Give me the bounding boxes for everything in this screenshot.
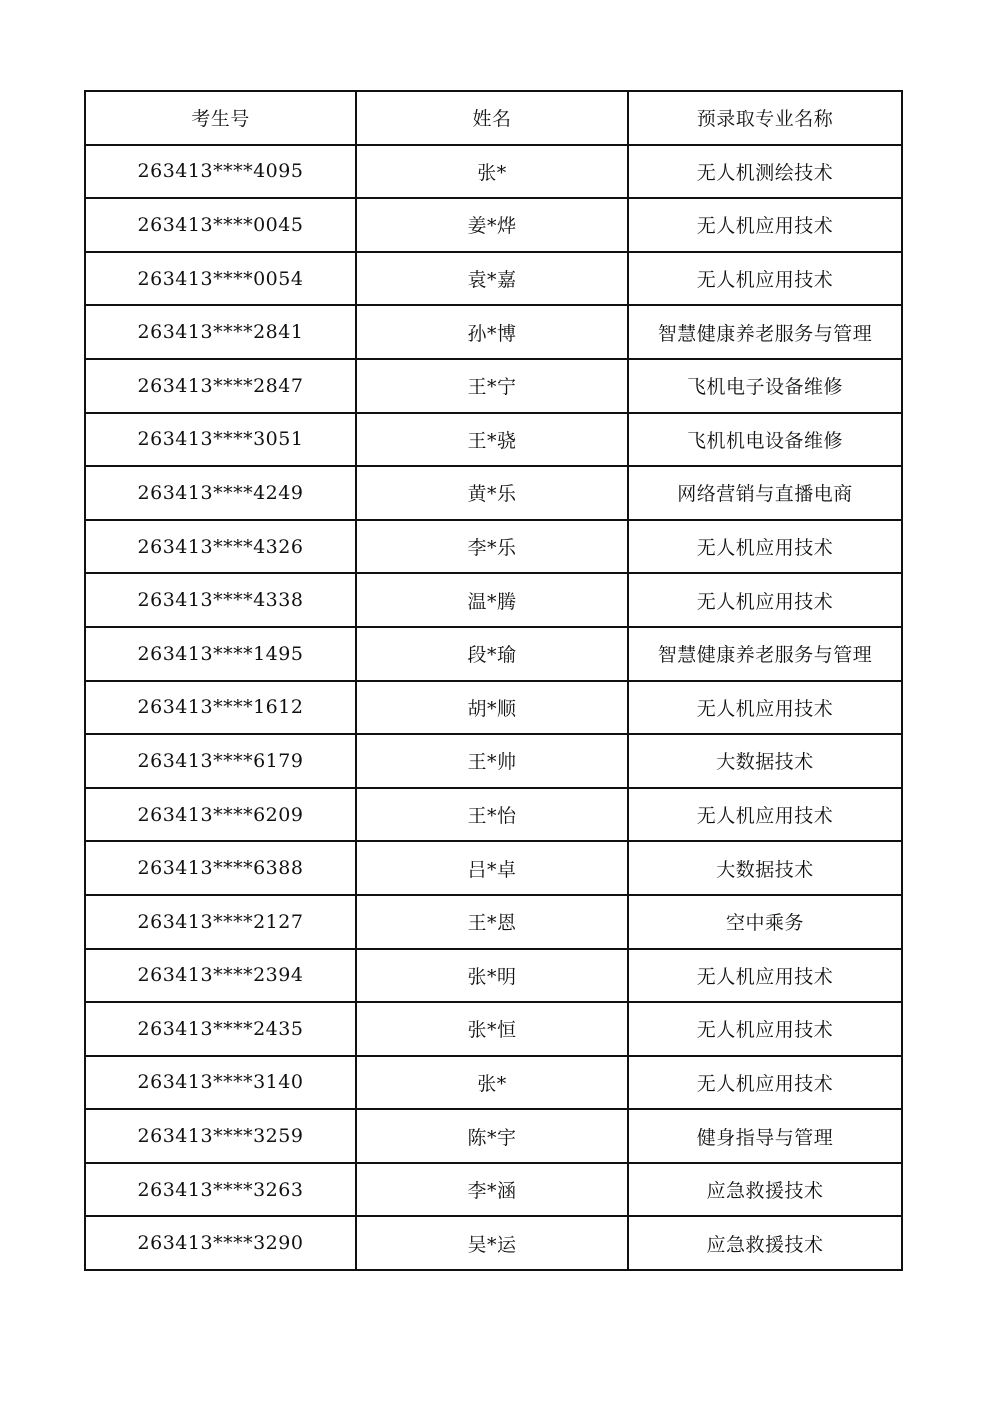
name-cell: 黄*乐 xyxy=(356,466,628,520)
candidate-id-cell: 263413****2435 xyxy=(85,1002,356,1056)
major-cell: 智慧健康养老服务与管理 xyxy=(628,305,902,359)
name-cell: 吕*卓 xyxy=(356,841,628,895)
table-row xyxy=(85,573,902,627)
name-cell: 张*明 xyxy=(356,949,628,1003)
table-row xyxy=(85,949,902,1003)
major-cell: 飞机机电设备维修 xyxy=(628,413,902,467)
candidate-id-cell: 263413****4249 xyxy=(85,466,356,520)
table-row xyxy=(85,734,902,788)
name-cell: 孙*博 xyxy=(356,305,628,359)
table-row xyxy=(85,627,902,681)
table-row xyxy=(85,359,902,413)
name-cell: 张* xyxy=(356,145,628,199)
candidate-id-cell: 263413****4338 xyxy=(85,573,356,627)
candidate-id-cell: 263413****6388 xyxy=(85,841,356,895)
table-row xyxy=(85,1109,902,1163)
candidate-id-cell: 263413****0054 xyxy=(85,252,356,306)
table-row xyxy=(85,788,902,842)
name-cell: 袁*嘉 xyxy=(356,252,628,306)
table-row xyxy=(85,198,902,252)
table-row xyxy=(85,895,902,949)
table-row xyxy=(85,1216,902,1270)
major-cell: 空中乘务 xyxy=(628,895,902,949)
candidate-id-cell: 263413****2127 xyxy=(85,895,356,949)
candidate-id-cell: 263413****4326 xyxy=(85,520,356,574)
name-cell: 胡*顺 xyxy=(356,681,628,735)
header-name: 姓名 xyxy=(356,91,628,145)
header-candidate-id: 考生号 xyxy=(85,91,356,145)
major-cell: 大数据技术 xyxy=(628,841,902,895)
name-cell: 段*瑜 xyxy=(356,627,628,681)
table-row xyxy=(85,841,902,895)
candidate-id-cell: 263413****1612 xyxy=(85,681,356,735)
table-row xyxy=(85,145,902,199)
header-major: 预录取专业名称 xyxy=(628,91,902,145)
major-cell: 无人机应用技术 xyxy=(628,949,902,1003)
major-cell: 网络营销与直播电商 xyxy=(628,466,902,520)
candidate-id-cell: 263413****3140 xyxy=(85,1056,356,1110)
candidate-id-cell: 263413****2841 xyxy=(85,305,356,359)
candidate-id-cell: 263413****2394 xyxy=(85,949,356,1003)
table-row xyxy=(85,466,902,520)
major-cell: 无人机应用技术 xyxy=(628,788,902,842)
candidate-id-cell: 263413****3051 xyxy=(85,413,356,467)
major-cell: 大数据技术 xyxy=(628,734,902,788)
name-cell: 张* xyxy=(356,1056,628,1110)
name-cell: 吴*运 xyxy=(356,1216,628,1270)
name-cell: 王*宁 xyxy=(356,359,628,413)
name-cell: 王*恩 xyxy=(356,895,628,949)
major-cell: 应急救援技术 xyxy=(628,1216,902,1270)
name-cell: 姜*烨 xyxy=(356,198,628,252)
candidate-id-cell: 263413****6209 xyxy=(85,788,356,842)
table-row xyxy=(85,520,902,574)
candidate-id-cell: 263413****6179 xyxy=(85,734,356,788)
name-cell: 温*腾 xyxy=(356,573,628,627)
major-cell: 无人机应用技术 xyxy=(628,1002,902,1056)
table-row xyxy=(85,1056,902,1110)
name-cell: 张*恒 xyxy=(356,1002,628,1056)
table-row xyxy=(85,252,902,306)
table-row xyxy=(85,305,902,359)
major-cell: 无人机应用技术 xyxy=(628,520,902,574)
major-cell: 无人机应用技术 xyxy=(628,198,902,252)
name-cell: 李*涵 xyxy=(356,1163,628,1217)
table-row xyxy=(85,1163,902,1217)
candidate-id-cell: 263413****3263 xyxy=(85,1163,356,1217)
major-cell: 智慧健康养老服务与管理 xyxy=(628,627,902,681)
admission-table xyxy=(84,90,903,1271)
candidate-id-cell: 263413****2847 xyxy=(85,359,356,413)
candidate-id-cell: 263413****4095 xyxy=(85,145,356,199)
name-cell: 王*骁 xyxy=(356,413,628,467)
name-cell: 王*帅 xyxy=(356,734,628,788)
table-row xyxy=(85,413,902,467)
table-row xyxy=(85,681,902,735)
candidate-id-cell: 263413****3259 xyxy=(85,1109,356,1163)
major-cell: 健身指导与管理 xyxy=(628,1109,902,1163)
name-cell: 李*乐 xyxy=(356,520,628,574)
major-cell: 飞机电子设备维修 xyxy=(628,359,902,413)
major-cell: 应急救援技术 xyxy=(628,1163,902,1217)
table-body xyxy=(85,145,902,1270)
major-cell: 无人机应用技术 xyxy=(628,1056,902,1110)
major-cell: 无人机应用技术 xyxy=(628,681,902,735)
major-cell: 无人机测绘技术 xyxy=(628,145,902,199)
candidate-id-cell: 263413****1495 xyxy=(85,627,356,681)
candidate-id-cell: 263413****0045 xyxy=(85,198,356,252)
name-cell: 陈*宇 xyxy=(356,1109,628,1163)
major-cell: 无人机应用技术 xyxy=(628,252,902,306)
name-cell: 王*怡 xyxy=(356,788,628,842)
table-row xyxy=(85,1002,902,1056)
major-cell: 无人机应用技术 xyxy=(628,573,902,627)
candidate-id-cell: 263413****3290 xyxy=(85,1216,356,1270)
table-header-row xyxy=(85,91,902,145)
